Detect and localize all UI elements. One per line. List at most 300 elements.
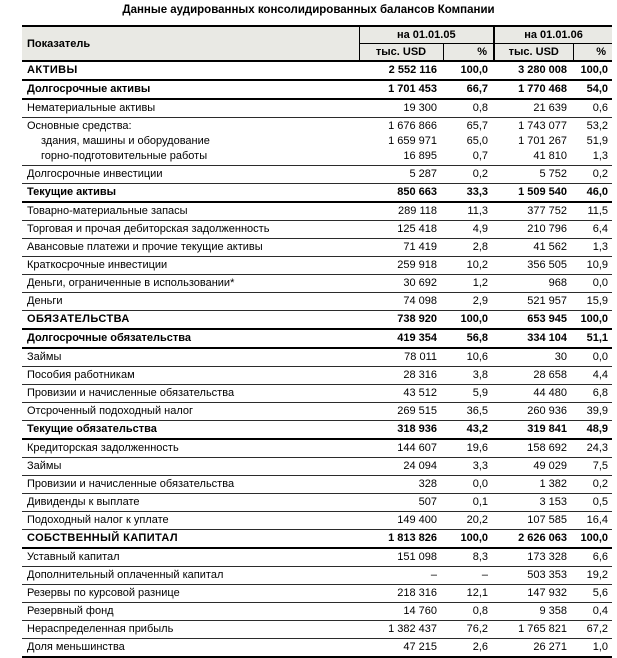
value-cell: [359, 275, 443, 293]
table-row: [22, 202, 612, 221]
value-cell: [573, 403, 612, 421]
value-cell: [494, 439, 573, 458]
value-cell: [443, 530, 494, 549]
value-line: 850 663: [397, 186, 437, 198]
row-label-line: Долгосрочные активы: [27, 83, 151, 95]
value-line: 16 895: [403, 150, 437, 162]
value-cell: [359, 494, 443, 512]
row-label: [22, 166, 359, 184]
value-line: 26 271: [533, 641, 568, 653]
value-cell: [443, 166, 494, 184]
value-line: 11,3: [467, 205, 489, 217]
value-cell: [494, 239, 573, 257]
value-line: 151 098: [397, 551, 437, 563]
value-cell: [359, 221, 443, 239]
value-cell: [573, 585, 612, 603]
value-cell: [573, 567, 612, 585]
value-line: 144 607: [397, 442, 437, 454]
value-cell: [494, 221, 573, 239]
table-row: [22, 548, 612, 567]
value-line: 100,0: [460, 313, 489, 325]
value-cell: [494, 367, 573, 385]
value-cell: [573, 512, 612, 530]
table-row: [22, 275, 612, 293]
value-cell: [359, 567, 443, 585]
value-line: 419 354: [397, 332, 437, 344]
value-line: 328: [418, 478, 437, 490]
value-cell: [573, 458, 612, 476]
row-label-line: Уставный капитал: [27, 551, 120, 563]
value-cell: [494, 80, 573, 99]
value-line: 28 316: [403, 369, 437, 381]
value-cell: [573, 166, 612, 184]
row-label-line: Долгосрочные инвестиции: [27, 168, 163, 180]
value-cell: [494, 567, 573, 585]
value-line: 1 701 453: [388, 83, 437, 95]
row-label: [22, 239, 359, 257]
value-line: 14 760: [403, 605, 437, 617]
value-cell: [494, 476, 573, 494]
value-line: 33,3: [466, 186, 489, 198]
value-cell: [573, 202, 612, 221]
value-cell: [359, 293, 443, 311]
value-cell: [359, 403, 443, 421]
row-label: [22, 548, 359, 567]
value-cell: [573, 311, 612, 330]
value-cell: [359, 61, 443, 80]
table-row: [22, 476, 612, 494]
value-cell: [359, 99, 443, 118]
value-cell: [573, 639, 612, 658]
value-cell: [359, 329, 443, 348]
value-cell: [443, 512, 494, 530]
value-line: 0,2: [592, 478, 609, 490]
value-cell: [494, 311, 573, 330]
row-label-line: Доля меньшинства: [27, 641, 125, 653]
value-line: 289 118: [398, 205, 437, 217]
row-label-line: Дополнительный оплаченный капитал: [27, 569, 224, 581]
value-line: 218 316: [397, 587, 437, 599]
value-line: 5 752: [539, 168, 568, 180]
row-label: [22, 202, 359, 221]
value-cell: [573, 603, 612, 621]
table-row: [22, 311, 612, 330]
value-line: 6,6: [592, 551, 609, 563]
row-label-line: Нераспределенная прибыль: [27, 623, 174, 635]
value-line: 1 659 971: [388, 135, 437, 147]
value-line: 12,1: [466, 587, 489, 599]
value-line: 1 676 866: [388, 120, 437, 132]
value-cell: [443, 476, 494, 494]
value-line: 1,0: [592, 641, 609, 653]
row-label-line: Кредиторская задолженность: [27, 442, 179, 454]
value-line: 356 505: [527, 259, 568, 271]
value-cell: [443, 311, 494, 330]
value-cell: [573, 257, 612, 275]
row-label-line: Основные средства:: [27, 120, 132, 132]
row-label: [22, 476, 359, 494]
row-label-line: Нематериальные активы: [27, 102, 156, 114]
header-row-periods: [22, 26, 612, 44]
value-line: 36,5: [466, 405, 489, 417]
row-label-line: Деньги: [27, 295, 63, 307]
value-line: 24 094: [403, 460, 437, 472]
value-cell: [359, 239, 443, 257]
table-row: [22, 166, 612, 184]
row-label: [22, 385, 359, 403]
value-line: 65,0: [466, 135, 489, 147]
value-cell: [443, 403, 494, 421]
row-label-line: горно-подготовительные работы: [41, 150, 208, 162]
table-row: [22, 293, 612, 311]
value-line: 76,2: [466, 623, 489, 635]
row-label-line: ОБЯЗАТЕЛЬСТВА: [27, 313, 130, 325]
value-cell: [494, 275, 573, 293]
value-line: 319 841: [527, 423, 568, 435]
value-line: 2,9: [472, 295, 489, 307]
value-cell: [359, 439, 443, 458]
value-cell: [443, 494, 494, 512]
value-line: 54,0: [586, 83, 609, 95]
row-label-line: Подоходный налог к уплате: [27, 514, 169, 526]
row-label: [22, 421, 359, 440]
table-row: [22, 567, 612, 585]
value-cell: [494, 421, 573, 440]
table-row: [22, 348, 612, 367]
value-line: 19,6: [466, 442, 489, 454]
table-row: [22, 385, 612, 403]
column-header-indicator: Показатель: [22, 26, 359, 61]
value-line: 0,0: [592, 277, 609, 289]
row-label-line: Пособия работникам: [27, 369, 135, 381]
value-line: 738 920: [397, 313, 437, 325]
value-line: 0,8: [472, 605, 489, 617]
table-row: [22, 458, 612, 476]
value-cell: [359, 476, 443, 494]
value-line: 43 512: [403, 387, 437, 399]
value-cell: [494, 603, 573, 621]
value-line: 71 419: [403, 241, 437, 253]
table-row: [22, 494, 612, 512]
value-line: 30: [554, 351, 568, 363]
column-header-percent-0106: %: [573, 44, 612, 62]
row-label-line: Краткосрочные инвестиции: [27, 259, 168, 271]
value-line: 10,2: [466, 259, 489, 271]
table-row: [22, 639, 612, 658]
value-cell: [573, 476, 612, 494]
value-cell: [573, 118, 612, 166]
value-cell: [443, 80, 494, 99]
table-row: [22, 621, 612, 639]
value-line: 377 752: [527, 205, 568, 217]
value-line: 2,8: [472, 241, 489, 253]
value-line: 0,2: [472, 168, 489, 180]
value-line: 1,3: [592, 150, 609, 162]
value-line: 0,4: [592, 605, 609, 617]
value-line: 0,1: [472, 496, 489, 508]
value-line: 1,3: [592, 241, 609, 253]
row-label: [22, 118, 359, 166]
value-cell: [443, 421, 494, 440]
table-row: [22, 257, 612, 275]
value-cell: [573, 439, 612, 458]
value-line: 1 701 267: [518, 135, 568, 147]
value-cell: [359, 421, 443, 440]
value-line: 0,0: [472, 478, 489, 490]
table-header: [22, 26, 612, 61]
value-cell: [443, 61, 494, 80]
value-cell: [494, 639, 573, 658]
value-line: 968: [548, 277, 568, 289]
value-cell: [443, 585, 494, 603]
row-label: [22, 348, 359, 367]
value-line: 46,0: [586, 186, 609, 198]
row-label: [22, 293, 359, 311]
value-cell: [573, 548, 612, 567]
value-line: 7,5: [592, 460, 609, 472]
table-row: [22, 439, 612, 458]
value-line: 10,6: [466, 351, 489, 363]
row-label: [22, 567, 359, 585]
value-line: 6,8: [592, 387, 609, 399]
value-line: 47 215: [403, 641, 437, 653]
value-line: 48,9: [586, 423, 609, 435]
value-cell: [359, 548, 443, 567]
value-line: 521 957: [527, 295, 568, 307]
value-line: 41 562: [533, 241, 568, 253]
balance-table: [22, 25, 612, 658]
value-cell: [573, 293, 612, 311]
value-line: 653 945: [527, 313, 568, 325]
value-line: 21 639: [533, 102, 568, 114]
value-line: 0,0: [592, 351, 609, 363]
value-cell: [573, 221, 612, 239]
value-cell: [573, 239, 612, 257]
table-row: [22, 329, 612, 348]
value-cell: [494, 118, 573, 166]
value-cell: [573, 367, 612, 385]
value-line: 30 692: [403, 277, 437, 289]
table-body: [22, 61, 612, 657]
value-line: 0,8: [472, 102, 489, 114]
value-cell: [573, 275, 612, 293]
row-label-line: Деньги, ограниченные в использовании*: [27, 277, 235, 289]
value-line: 100,0: [460, 64, 489, 76]
value-cell: [573, 348, 612, 367]
value-cell: [359, 585, 443, 603]
row-label: [22, 603, 359, 621]
row-label: [22, 221, 359, 239]
value-cell: [573, 421, 612, 440]
value-cell: [573, 530, 612, 549]
value-cell: [359, 530, 443, 549]
value-line: 3,3: [472, 460, 489, 472]
value-line: 44 480: [533, 387, 568, 399]
value-cell: [494, 166, 573, 184]
value-cell: [443, 621, 494, 639]
value-line: 0,7: [472, 150, 489, 162]
value-cell: [359, 80, 443, 99]
value-cell: [494, 293, 573, 311]
value-line: 19 300: [403, 102, 437, 114]
row-label-line: Займы: [27, 460, 62, 472]
value-cell: [443, 118, 494, 166]
value-cell: [494, 257, 573, 275]
row-label: [22, 257, 359, 275]
value-line: 65,7: [466, 120, 489, 132]
value-cell: [494, 99, 573, 118]
table-row: [22, 80, 612, 99]
value-line: 1 743 077: [518, 120, 568, 132]
column-header-percent-0105: %: [443, 44, 494, 62]
row-label: [22, 530, 359, 549]
value-cell: [494, 184, 573, 203]
value-cell: [573, 621, 612, 639]
row-label-line: Отсроченный подоходный налог: [27, 405, 194, 417]
row-label-line: Резервный фонд: [27, 605, 114, 617]
value-line: 147 932: [527, 587, 568, 599]
value-line: 67,2: [586, 623, 609, 635]
value-line: 100,0: [580, 532, 609, 544]
value-line: 9 358: [539, 605, 568, 617]
table-row: [22, 512, 612, 530]
value-cell: [443, 603, 494, 621]
row-label: [22, 458, 359, 476]
value-cell: [443, 275, 494, 293]
value-cell: [573, 61, 612, 80]
value-cell: [494, 585, 573, 603]
value-line: 0,6: [592, 102, 609, 114]
value-line: 5,6: [592, 587, 609, 599]
value-line: 41 810: [533, 150, 568, 162]
value-line: 0,5: [592, 496, 609, 508]
value-line: 100,0: [580, 64, 609, 76]
value-cell: [443, 184, 494, 203]
table-row: [22, 603, 612, 621]
row-label-line: Дивиденды к выплате: [27, 496, 140, 508]
table-row: [22, 367, 612, 385]
value-line: 24,3: [586, 442, 609, 454]
value-line: 100,0: [580, 313, 609, 325]
table-row: [22, 61, 612, 80]
table-row: [22, 99, 612, 118]
value-line: 56,8: [466, 332, 489, 344]
value-cell: [443, 567, 494, 585]
table-row: [22, 421, 612, 440]
value-cell: [443, 367, 494, 385]
row-label: [22, 311, 359, 330]
value-line: 2,6: [472, 641, 489, 653]
value-line: 15,9: [586, 295, 609, 307]
value-cell: [443, 639, 494, 658]
row-label: [22, 275, 359, 293]
value-line: 6,4: [592, 223, 609, 235]
value-line: 259 918: [397, 259, 437, 271]
table-row: [22, 585, 612, 603]
value-line: 4,4: [592, 369, 609, 381]
value-cell: [573, 99, 612, 118]
value-line: –: [430, 569, 437, 581]
value-cell: [443, 439, 494, 458]
value-line: 3,8: [472, 369, 489, 381]
row-label-line: Резервы по курсовой разнице: [27, 587, 180, 599]
row-label-line: Авансовые платежи и прочие текущие активы: [27, 241, 263, 253]
row-label: [22, 585, 359, 603]
value-line: 3 280 008: [518, 64, 568, 76]
value-line: 2 552 116: [388, 64, 437, 76]
value-cell: [573, 80, 612, 99]
row-label-line: СОБСТВЕННЫЙ КАПИТАЛ: [27, 532, 179, 544]
row-label: [22, 184, 359, 203]
value-line: 158 692: [527, 442, 568, 454]
value-cell: [359, 166, 443, 184]
value-cell: [494, 494, 573, 512]
value-line: 100,0: [460, 532, 489, 544]
value-cell: [573, 494, 612, 512]
value-cell: [443, 548, 494, 567]
value-line: 53,2: [586, 120, 609, 132]
row-label: [22, 367, 359, 385]
value-line: 503 353: [527, 569, 568, 581]
value-cell: [359, 385, 443, 403]
row-label: [22, 403, 359, 421]
row-label-line: Торговая и прочая дебиторская задолженность: [27, 223, 270, 235]
value-line: 334 104: [527, 332, 568, 344]
row-label-line: Долгосрочные обязательства: [27, 332, 192, 344]
value-line: 1 382: [539, 478, 568, 490]
value-cell: [494, 202, 573, 221]
row-label: [22, 61, 359, 80]
column-header-usd-0106: тыс. USD: [494, 44, 573, 62]
value-line: 10,9: [586, 259, 609, 271]
value-line: 43,2: [466, 423, 489, 435]
row-label: [22, 329, 359, 348]
value-line: 39,9: [586, 405, 609, 417]
value-line: 269 515: [397, 405, 437, 417]
value-cell: [494, 512, 573, 530]
value-line: 11,5: [587, 205, 609, 217]
value-line: 210 796: [527, 223, 568, 235]
value-cell: [443, 348, 494, 367]
value-cell: [573, 385, 612, 403]
value-cell: [443, 385, 494, 403]
value-line: 19,2: [586, 569, 609, 581]
value-line: –: [481, 569, 489, 581]
row-label-line: АКТИВЫ: [27, 64, 78, 76]
value-cell: [443, 99, 494, 118]
table-row: [22, 118, 612, 166]
row-label-line: Текущие обязательства: [27, 423, 157, 435]
value-cell: [359, 118, 443, 166]
column-header-period-0105: на 01.01.05: [359, 26, 494, 44]
value-cell: [359, 311, 443, 330]
value-cell: [494, 621, 573, 639]
value-line: 66,7: [466, 83, 489, 95]
value-cell: [494, 548, 573, 567]
value-cell: [359, 512, 443, 530]
value-cell: [359, 348, 443, 367]
column-header-period-0106: на 01.01.06: [494, 26, 612, 44]
table-row: [22, 530, 612, 549]
row-label: [22, 639, 359, 658]
row-label: [22, 99, 359, 118]
value-cell: [443, 458, 494, 476]
row-label: [22, 494, 359, 512]
value-line: 5,9: [472, 387, 489, 399]
value-line: 49 029: [533, 460, 568, 472]
value-line: 318 936: [397, 423, 437, 435]
value-line: 28 658: [533, 369, 568, 381]
